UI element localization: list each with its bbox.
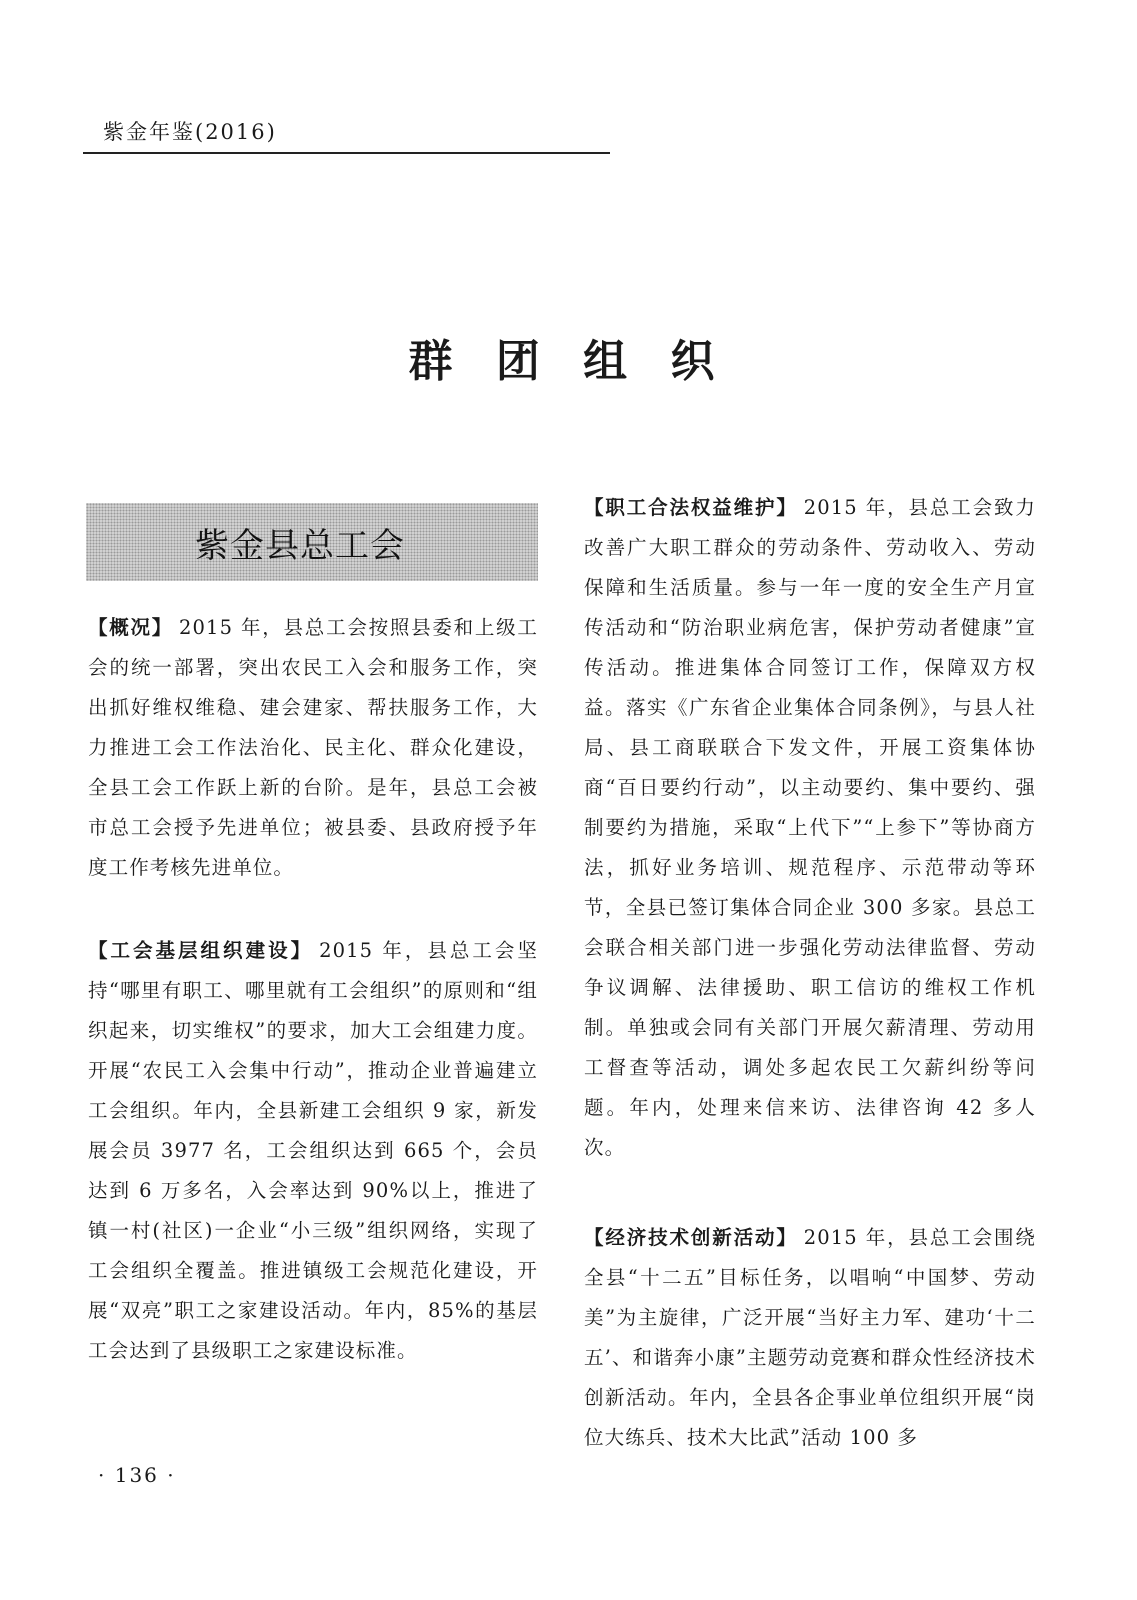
organization-title: 紫金县总工会 [195, 525, 405, 566]
entry-heading: 【概况】 [88, 616, 174, 639]
organization-title-box [86, 503, 538, 581]
entry-worker-rights [584, 488, 1036, 1168]
entry-heading: 【工会基层组织建设】 [88, 939, 314, 962]
entry-heading: 【职工合法权益维护】 [584, 496, 798, 519]
entry-text: 2015 年，县总工会坚持“哪里有职工、哪里就有工会组织”的原则和“组织起来，切实维权”的要求，加大工会组建力度。开展“农民工入会集中行动”，推动企业普遍建立工会组织。年内，全县新建工会组织 9 家，新发展会员 3977 名，工会组织达到 665 个，会员达到 6 万多名，入会率达到 90%以上，推进了镇一村(社区)一企业“小三级”组织网络，实现了工会组织全覆盖。推进镇级工会规范化建设，开展“双亮”职工之家建设活动。年内，85%的基层工会达到了县级职工之家建设标准。 [88, 939, 538, 1362]
entry-text: 2015 年，县总工会致力改善广大职工群众的劳动条件、劳动收入、劳动保障和生活质量。参与一年一度的安全生产月宣传活动和“防治职业病危害，保护劳动者健康”宣传活动。推进集体合同签订工作，保障双方权益。落实《广东省企业集体合同条例》，与县人社局、县工商联联合下发文件，开展工资集体协商“百日要约行动”，以主动要约、集中要约、强制要约为措施，采取“上代下”“上参下”等协商方法，抓好业务培训、规范程序、示范带动等环节，全县已签订集体合同企业 300 多家。县总工会联合相关部门进一步强化劳动法律监督、劳动争议调解、法律援助、职工信访的维权工作机制。单独或会同有关部门开展欠薪清理、劳动用工督查等活动，调处多起农民工欠薪纠纷等问题。年内，处理来信来访、法律咨询 42 多人次。 [584, 496, 1036, 1159]
page-number: · 136 · [98, 1463, 176, 1487]
running-header: 紫金年鉴(2016) [103, 120, 277, 144]
entry-text: 2015 年，县总工会围绕全县“十二五”目标任务，以唱响“中国梦、劳动美”为主旋律，广泛开展“当好主力军、建功‘十二五’、和谐奔小康”主题劳动竞赛和群众性经济技术创新活动。年内，全县各企事业单位组织开展“岗位大练兵、技术大比武”活动 100 多 [584, 1226, 1036, 1449]
entry-heading: 【经济技术创新活动】 [584, 1226, 798, 1249]
entry-grassroots-organization [88, 931, 538, 1371]
header-divider [83, 152, 610, 154]
section-title: 群 团 组 织 [408, 336, 729, 387]
entry-text: 2015 年，县总工会按照县委和上级工会的统一部署，突出农民工入会和服务工作，突出抓好维权维稳、建会建家、帮扶服务工作，大力推进工会工作法治化、民主化、群众化建设，全县工会工作跃上新的台阶。是年，县总工会被市总工会授予先进单位；被县委、县政府授予年度工作考核先进单位。 [88, 616, 538, 879]
entry-technical-innovation [584, 1218, 1036, 1458]
entry-overview [88, 608, 538, 888]
